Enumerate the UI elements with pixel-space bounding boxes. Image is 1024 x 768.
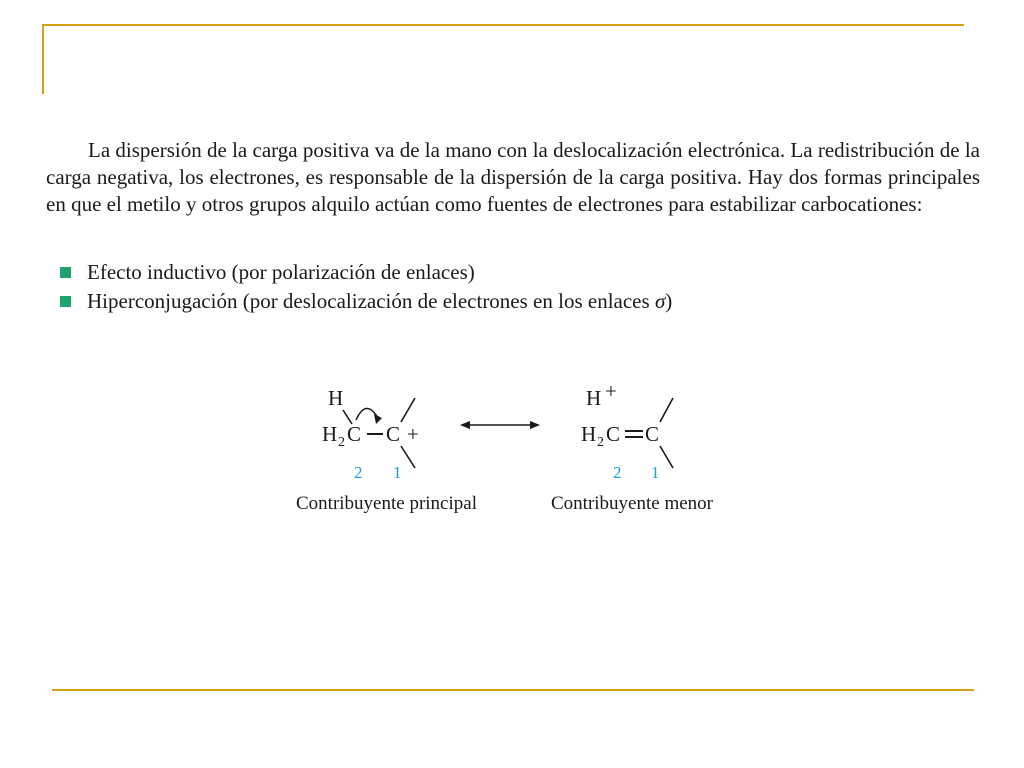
h2c-subscript: 2: [597, 435, 604, 450]
position-number-1: 1: [393, 463, 402, 482]
h2c-h: H: [322, 422, 338, 446]
curved-arrow: [356, 408, 378, 420]
structure-major-contributor: [296, 386, 477, 514]
sigma-symbol: σ: [654, 289, 666, 313]
h2c-c: C: [606, 422, 621, 446]
bond-upper-right: [401, 398, 415, 422]
caption-major: Contribuyente principal: [296, 493, 477, 514]
bullet-text-tail: ): [665, 289, 673, 313]
position-number-2: 2: [613, 463, 622, 482]
h2c-subscript: 2: [338, 435, 345, 450]
resonance-arrow-icon: [460, 421, 540, 429]
hydrogen-label: H: [586, 386, 602, 410]
bond-lower-right: [660, 446, 673, 468]
hydrogen-positive-charge: +: [605, 379, 617, 403]
bullet-text: Efecto inductivo (por polarización de enlaces): [87, 260, 475, 284]
bond-upper-right: [660, 398, 673, 422]
h2c-c: C: [347, 422, 362, 446]
bond-lower-right: [401, 446, 415, 468]
bullet-text: Hiperconjugación (por deslocalización de electrones en los enlaces: [87, 289, 650, 313]
position-number-1: 1: [651, 463, 660, 482]
position-number-2: 2: [354, 463, 363, 482]
hydrogen-label: H: [328, 386, 344, 410]
cationic-carbon: C: [386, 422, 401, 446]
structure-minor-contributor: [551, 379, 714, 514]
caption-minor: Contribuyente menor: [551, 493, 713, 514]
intro-paragraph: La dispersión de la carga positiva va de la mano con la deslocalización electrónica. La redistribución de la carga negativa, los electrones, es responsable de la dispersión de la carga positiva. Hay dos formas principales en que el metilo y otros grupos alquilo actúan como fuentes de electrones para estabilizar carbocationes:: [46, 138, 980, 216]
h2c-h: H: [581, 422, 597, 446]
positive-charge: +: [407, 422, 419, 446]
curved-arrow-head-icon: [374, 414, 382, 424]
alkene-carbon: C: [645, 422, 660, 446]
